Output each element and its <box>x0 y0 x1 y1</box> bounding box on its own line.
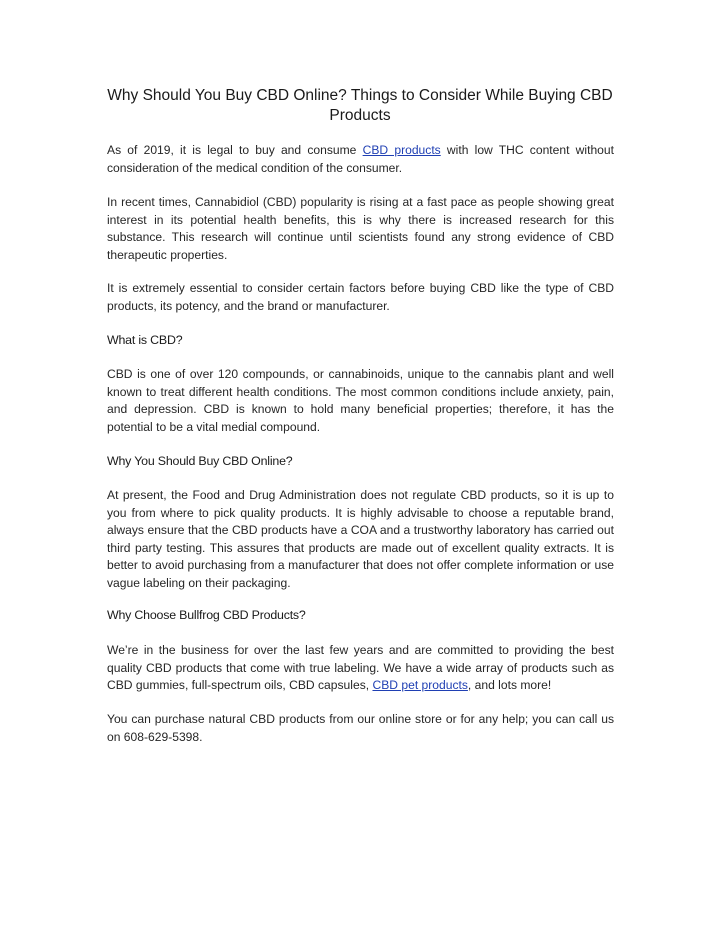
why-buy-online-heading: Why You Should Buy CBD Online? <box>107 454 293 468</box>
essential-factors-paragraph: It is extremely essential to consider certain factors before buying CBD like the type of CBD products, its potency, and the brand or manufacturer. <box>107 281 614 313</box>
intro-text-after-link: with low THC content without consideration of the medical condition of the consumer. <box>107 143 614 175</box>
intro-paragraph <box>107 142 614 177</box>
what-is-cbd-paragraph: CBD is one of over 120 compounds, or cannabinoids, unique to the cannabis plant and well known to treat different health conditions. The most common conditions include anxiety, pain, and depression. CBD is known to hold many beneficial properties; therefore, it has the potential to be a vital medial compound. <box>107 367 614 434</box>
cbd-pet-products-link[interactable]: CBD pet products <box>372 678 468 692</box>
closing-paragraph: You can purchase natural CBD products from our online store or for any help; you can call us on 608-629-5398. <box>107 712 614 744</box>
intro-text-before-link: As of 2019, it is legal to buy and consume <box>107 143 363 157</box>
why-bullfrog-heading: Why Choose Bullfrog CBD Products? <box>107 608 306 622</box>
why-bullfrog-paragraph <box>107 642 614 695</box>
document-title: Why Should You Buy CBD Online? Things to Consider While Buying CBD Products <box>107 87 613 124</box>
why-buy-online-paragraph: At present, the Food and Drug Administration does not regulate CBD products, so it is up to you from where to pick quality products. It is highly advisable to choose a reputable brand, always ensure that the CBD products have a COA and a trustworthy laboratory has carried out third party testing. This assures that products are made out of excellent quality extracts. It is better to avoid purchasing from a manufacturer that does not offer complete information or use vague labeling on their packaging. <box>107 488 614 590</box>
bullfrog-text-after-link: , and lots more! <box>467 678 552 692</box>
what-is-cbd-heading: What is CBD? <box>107 333 183 347</box>
bullfrog-text-before-link: We’re in the business for over the last few years and are committed to providing the best quality CBD products that come with true labeling. We have a wide array of products such as CBD gummies, full-spectrum oils, CBD capsules, <box>107 643 614 692</box>
cbd-products-link[interactable]: CBD products <box>362 143 441 157</box>
recent-times-paragraph: In recent times, Cannabidiol (CBD) popularity is rising at a fast pace as people showing great interest in its potential health benefits, this is why there is increased research for this substance. This research will continue until scientists found any strong evidence of CBD therapeutic properties. <box>107 195 614 262</box>
